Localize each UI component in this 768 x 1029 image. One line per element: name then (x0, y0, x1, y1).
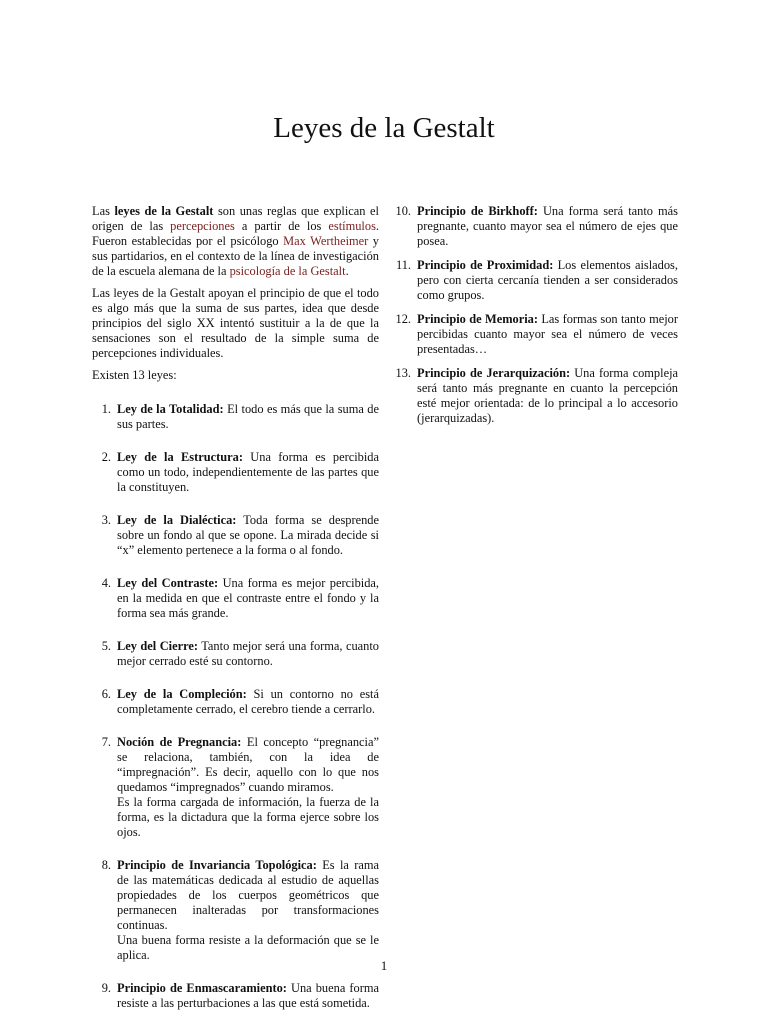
laws-list-right (392, 204, 678, 426)
law-number: 9. (101, 981, 111, 995)
law-item (92, 735, 379, 840)
page-number: 1 (380, 958, 388, 973)
law-name: Principio de Proximidad: (417, 258, 554, 272)
law-number: 4. (101, 576, 111, 590)
law-name: Principio de Enmascaramiento: (117, 981, 287, 995)
intro-text-c: son unas reglas que explican el origen de las (92, 204, 379, 233)
law-description: Es la rama de las matemáticas dedicada al estudio de aquellas propiedades de los cuerpos geométricos que permanecen inalteradas por transformaciones continuas. (117, 858, 379, 932)
law-description: Tanto mejor será una forma, cuanto mejor cerrado esté su contorno. (117, 639, 379, 668)
law-name: Ley de la Dialéctica: (117, 513, 237, 527)
law-item (392, 258, 678, 303)
law-body (417, 204, 678, 249)
law-item (92, 513, 379, 558)
law-item (92, 687, 379, 717)
law-name: Principio de Jerarquización: (417, 366, 571, 380)
law-description: Si un contorno no está completamente cerrado, el cerebro tiende a cerrarlo. (117, 687, 380, 716)
law-description: Una forma compleja será tanto más pregnante en cuanto la percepción esté mejor orientada: de lo principal a lo accesorio (jerarquizadas). (417, 366, 679, 425)
laws-list-left (92, 402, 379, 1011)
law-body (117, 981, 379, 1011)
page-title: Leyes de la Gestalt (273, 112, 495, 144)
law-number: 5. (101, 639, 111, 653)
law-item (92, 576, 379, 621)
law-number: 1. (101, 402, 111, 416)
law-name: Ley de la Totalidad: (117, 402, 224, 416)
law-description: Las formas son tanto mejor percibidas cuanto mayor sea el número de veces presentadas… (417, 312, 678, 356)
intro-text-k: . (345, 264, 349, 278)
law-number: 12. (395, 312, 411, 326)
law-body (117, 735, 379, 795)
intro-text-a: Las (92, 204, 115, 218)
law-item (392, 204, 678, 249)
law-description: Una forma será tanto más pregnante, cuanto mayor sea el número de ejes que posea. (417, 204, 678, 248)
law-number: 6. (101, 687, 111, 701)
principle-paragraph: Las leyes de la Gestalt apoyan el principio de que el todo es algo más que la suma de sus partes, idea que desde principios del siglo XX intentó sustituir a la de que la sensaciones son el resultado de la simple suma de percepciones individuales. (92, 286, 379, 360)
law-item (92, 639, 379, 669)
law-name: Ley del Contraste: (117, 576, 219, 590)
law-body (417, 312, 678, 357)
law-description: El concepto “pregnancia” se relaciona, también, con la idea de “impregnación”. Es decir, aquello con lo que nos quedamos “impregnados” cuando miramos. (117, 735, 379, 794)
law-name: Noción de Pregnancia: (117, 735, 242, 749)
law-body (117, 513, 379, 558)
law-description: El todo es más que la suma de sus partes. (117, 402, 379, 431)
law-number: 10. (395, 204, 411, 218)
law-name: Ley de la Estructura: (117, 450, 243, 464)
law-name: Ley de la Compleción: (117, 687, 247, 701)
law-number: 7. (101, 735, 111, 749)
law-description: Los elementos aislados, pero con cierta cercanía tienden a ser considerados como grupos. (417, 258, 678, 302)
law-extra-description: Es la forma cargada de información, la fuerza de la forma, es la dictadura que la forma ejerce sobre los ojos. (117, 795, 379, 839)
intro-paragraph (92, 204, 379, 279)
law-number: 3. (101, 513, 111, 527)
law-body (417, 366, 678, 426)
link-psicologia-gestalt[interactable]: psicología de la Gestalt (229, 264, 346, 278)
law-item (92, 981, 379, 1011)
law-body (117, 858, 379, 933)
law-item (92, 450, 379, 495)
law-body (117, 576, 379, 621)
law-extra-description: Una buena forma resiste a la deformación que se le aplica. (117, 933, 379, 962)
left-column (92, 204, 379, 1029)
law-body (417, 258, 678, 303)
law-item (92, 402, 379, 432)
law-item (392, 366, 678, 426)
law-body (117, 450, 379, 495)
law-description: Toda forma se desprende sobre un fondo al que se opone. La mirada decide si “x” elemento pertenece a la forma o al fondo. (117, 513, 379, 557)
link-percepciones[interactable]: percepciones (170, 219, 235, 233)
law-number: 13. (395, 366, 411, 380)
link-estimulos[interactable]: estímulos (328, 219, 376, 233)
law-name: Principio de Invariancia Topológica: (117, 858, 317, 872)
law-number: 2. (101, 450, 111, 464)
law-item (392, 312, 678, 357)
law-name: Principio de Memoria: (417, 312, 538, 326)
law-body (117, 402, 379, 432)
intro-text-e: a partir de los (234, 219, 329, 233)
law-description: Una forma es percibida como un todo, independientemente de las partes que la constituyen. (117, 450, 379, 494)
law-name: Principio de Birkhoff: (417, 204, 538, 218)
law-body (117, 687, 379, 717)
law-number: 11. (395, 258, 411, 272)
law-name: Ley del Cierre: (117, 639, 198, 653)
law-number: 8. (101, 858, 111, 872)
intro-text-i: y sus partidarios, en el contexto de la línea de investigación de la escuela alemana de la (92, 234, 379, 278)
laws-count-paragraph: Existen 13 leyes: (92, 368, 177, 382)
right-column (392, 204, 678, 435)
intro-term-bold: leyes de la Gestalt (114, 204, 214, 218)
law-description: Una forma es mejor percibida, en la medida en que el contraste entre el fondo y la forma sea más grande. (117, 576, 379, 620)
law-description: Una buena forma resiste a las perturbaciones a las que está sometida. (117, 981, 379, 1010)
law-item (92, 858, 379, 963)
link-max-wertheimer[interactable]: Max Wertheimer (283, 234, 369, 248)
law-body (117, 639, 379, 669)
intro-text-g: . Fueron establecidas por el psicólogo (92, 219, 379, 248)
